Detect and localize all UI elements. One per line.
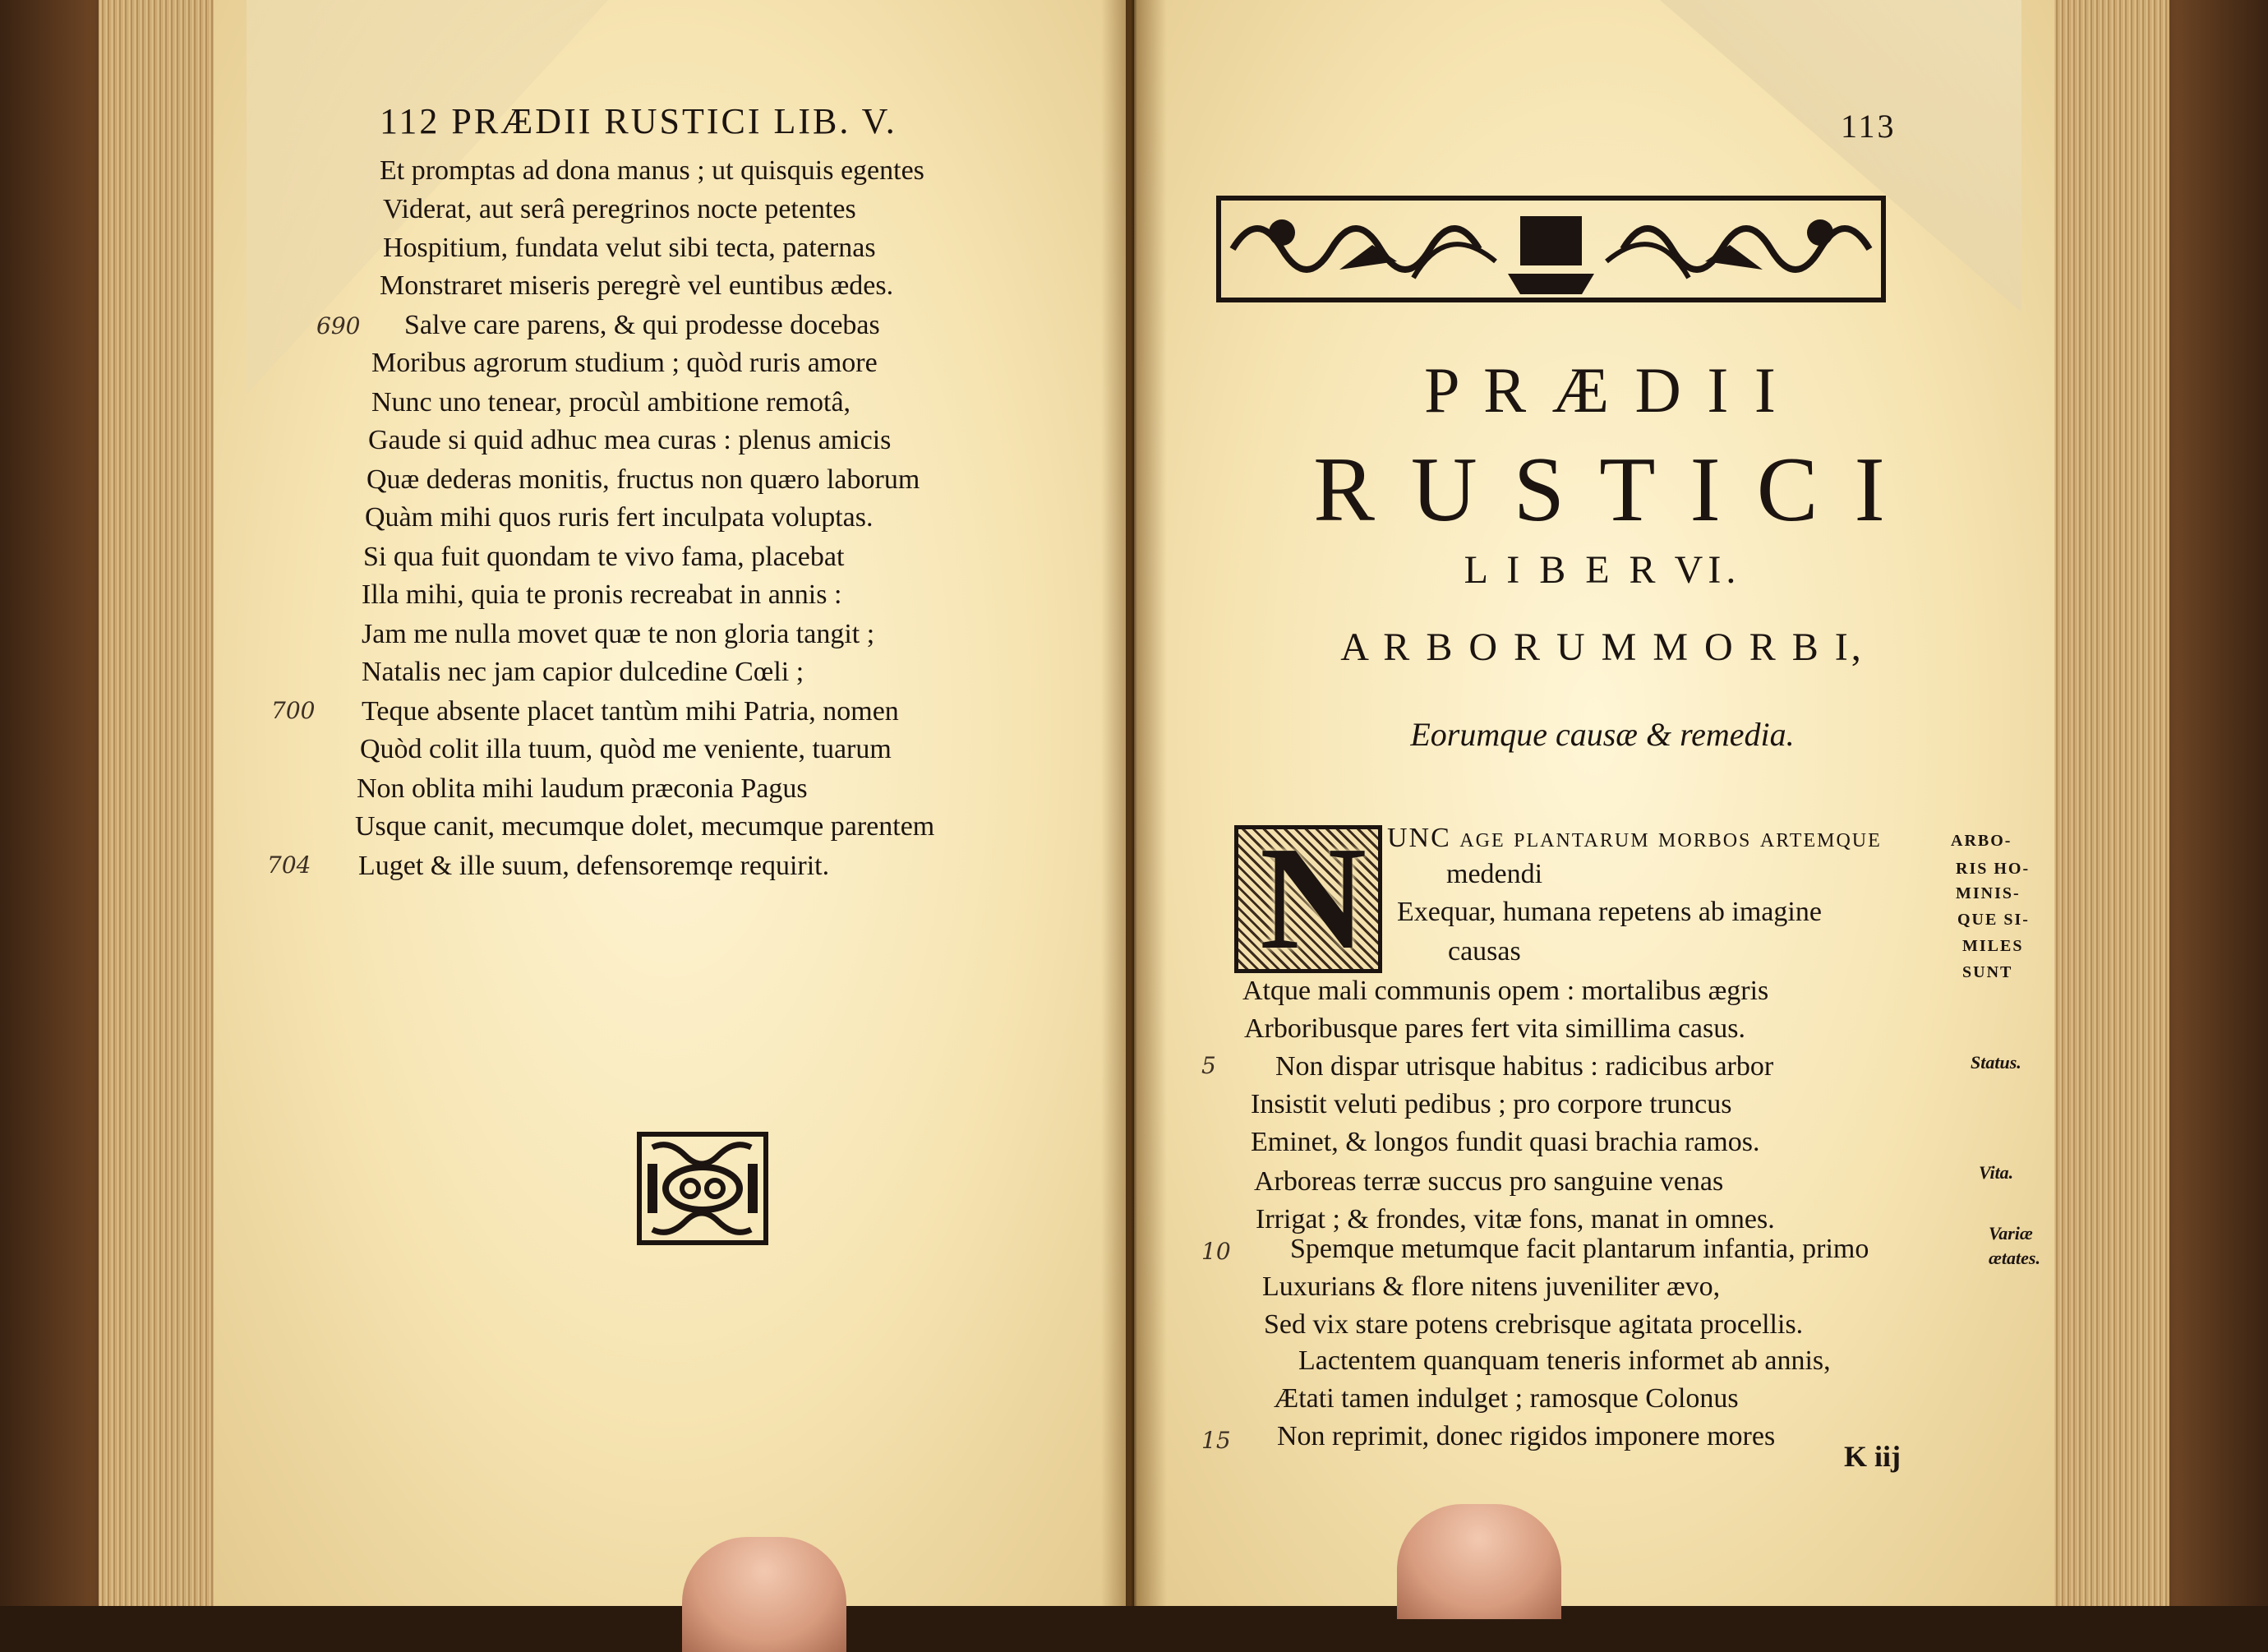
subtitle-italic: Eorumque causæ & remedia. bbox=[1410, 716, 1795, 753]
verse-line: Lactentem quanquam teneris informet ab annis, bbox=[1298, 1345, 1831, 1376]
verse-line: Nunc uno tenear, procùl ambitione remotâ, bbox=[371, 387, 851, 418]
right-page-number: 113 bbox=[1841, 108, 1897, 145]
verse-line: Jam me nulla movet quæ te non gloria tangit ; bbox=[362, 619, 875, 649]
verse-line: Quòd colit illa tuum, quòd me veniente, tuarum bbox=[360, 734, 892, 764]
verse-line: Moribus agrorum studium ; quòd ruris amore bbox=[371, 348, 878, 378]
verse-line: Luxurians & flore nitens juveniliter ævo, bbox=[1262, 1271, 1721, 1302]
verse-line: Illa mihi, quia te pronis recreabat in annis : bbox=[362, 579, 842, 610]
book-gutter bbox=[1101, 0, 1167, 1606]
verse-line: Viderat, aut serâ peregrinos nocte petentes bbox=[383, 194, 856, 224]
verse-line: Monstraret miseris peregrè vel euntibus ædes. bbox=[380, 270, 894, 301]
verse-line: Gaude si quid adhuc mea curas : plenus amicis bbox=[368, 425, 892, 455]
sidenote-line: QUE SI- bbox=[1957, 911, 2030, 929]
line-number-700: 700 bbox=[271, 697, 316, 724]
title-line-2: R U S T I C I bbox=[1313, 439, 1892, 541]
verse-line: Non reprimit, donec rigidos imponere mores bbox=[1277, 1421, 1776, 1451]
left-running-header: 112 PRÆDII RUSTICI LIB. V. bbox=[380, 101, 897, 141]
sidenote-line: SUNT bbox=[1962, 963, 2013, 981]
left-thumb bbox=[682, 1537, 846, 1652]
line-number-15: 15 bbox=[1201, 1427, 1231, 1454]
verse-line: medendi bbox=[1446, 859, 1543, 889]
sidenote-line: MINIS- bbox=[1956, 884, 2021, 902]
verse-line: Quàm mihi quos ruris fert inculpata voluptas. bbox=[365, 502, 874, 533]
sidenote-vita: Vita. bbox=[1979, 1162, 2014, 1183]
verse-line: Usque canit, mecumque dolet, mecumque parentem bbox=[355, 811, 935, 842]
verse-line: Quæ dederas monitis, fructus non quæro laborum bbox=[366, 464, 920, 495]
verse-line: Eminet, & longos fundit quasi brachia ramos. bbox=[1251, 1127, 1760, 1157]
sidenote-aetates: ætates. bbox=[1989, 1248, 2040, 1268]
verse-line: Irrigat ; & frondes, vitæ fons, manat in omnes. bbox=[1256, 1204, 1775, 1234]
verse-line: Si qua fuit quondam te vivo fama, placebat bbox=[363, 542, 845, 572]
line-number-5: 5 bbox=[1201, 1052, 1216, 1079]
verse-line: Non dispar utrisque habitus : radicibus arbor bbox=[1275, 1051, 1774, 1082]
signature-mark: K iij bbox=[1844, 1440, 1901, 1473]
verse-line: Sed vix stare potens crebrisque agitata procellis. bbox=[1264, 1309, 1804, 1340]
verse-line: Hospitium, fundata velut sibi tecta, paternas bbox=[383, 233, 876, 263]
verse-line: Natalis nec jam capior dulcedine Cœli ; bbox=[362, 657, 804, 687]
sidenote-variae: Variæ bbox=[1989, 1223, 2033, 1244]
verse-line: Spemque metumque facit plantarum infantia, primo bbox=[1290, 1234, 1869, 1264]
sidenote-line: ARBO- bbox=[1951, 832, 2012, 850]
sidenote-status: Status. bbox=[1971, 1052, 2021, 1073]
verse-line: Et promptas ad dona manus ; ut quisquis egentes bbox=[380, 155, 924, 186]
verse-line: Salve care parens, & qui prodesse docebas bbox=[404, 310, 880, 340]
verse-line: Arboreas terræ succus pro sanguine venas bbox=[1254, 1166, 1724, 1197]
right-thumb bbox=[1397, 1504, 1561, 1619]
verse-line: Arboribusque pares fert vita simillima casus. bbox=[1244, 1013, 1745, 1044]
title-line-1: P R Æ D I I bbox=[1424, 354, 1781, 426]
line-number-690: 690 bbox=[316, 312, 361, 339]
liber-heading: L I B E R VI. bbox=[1464, 548, 1741, 592]
subtitle-heading: A R B O R U M M O R B I, bbox=[1340, 625, 1865, 669]
verse-line: Ætati tamen indulget ; ramosque Colonus bbox=[1274, 1383, 1739, 1414]
verse-line: Exequar, humana repetens ab imagine bbox=[1397, 897, 1822, 927]
line-number-704: 704 bbox=[267, 851, 311, 879]
verse-line: Teque absente placet tantùm mihi Patria, nomen bbox=[362, 696, 899, 727]
tailpiece-ornament bbox=[636, 1131, 769, 1246]
verse-line: Luget & ille suum, defensoremqe requirit. bbox=[358, 851, 830, 881]
sidenote-line: RIS HO- bbox=[1956, 860, 2031, 878]
drop-cap bbox=[1234, 816, 1382, 980]
verse-line: Atque mali communis opem : mortalibus ægris bbox=[1242, 976, 1769, 1006]
verse-line: Non oblita mihi laudum præconia Pagus bbox=[357, 773, 808, 804]
first-verse-line: UNC age plantarum morbos artemque bbox=[1387, 823, 1882, 853]
drop-cap-letter: N bbox=[1260, 816, 1367, 980]
verse-line: Insistit veluti pedibus ; pro corpore truncus bbox=[1251, 1089, 1732, 1119]
line-number-10: 10 bbox=[1201, 1238, 1231, 1265]
verse-line: causas bbox=[1448, 936, 1521, 967]
sidenote-line: MILES bbox=[1962, 937, 2024, 955]
headpiece-ornament bbox=[1216, 196, 1886, 302]
